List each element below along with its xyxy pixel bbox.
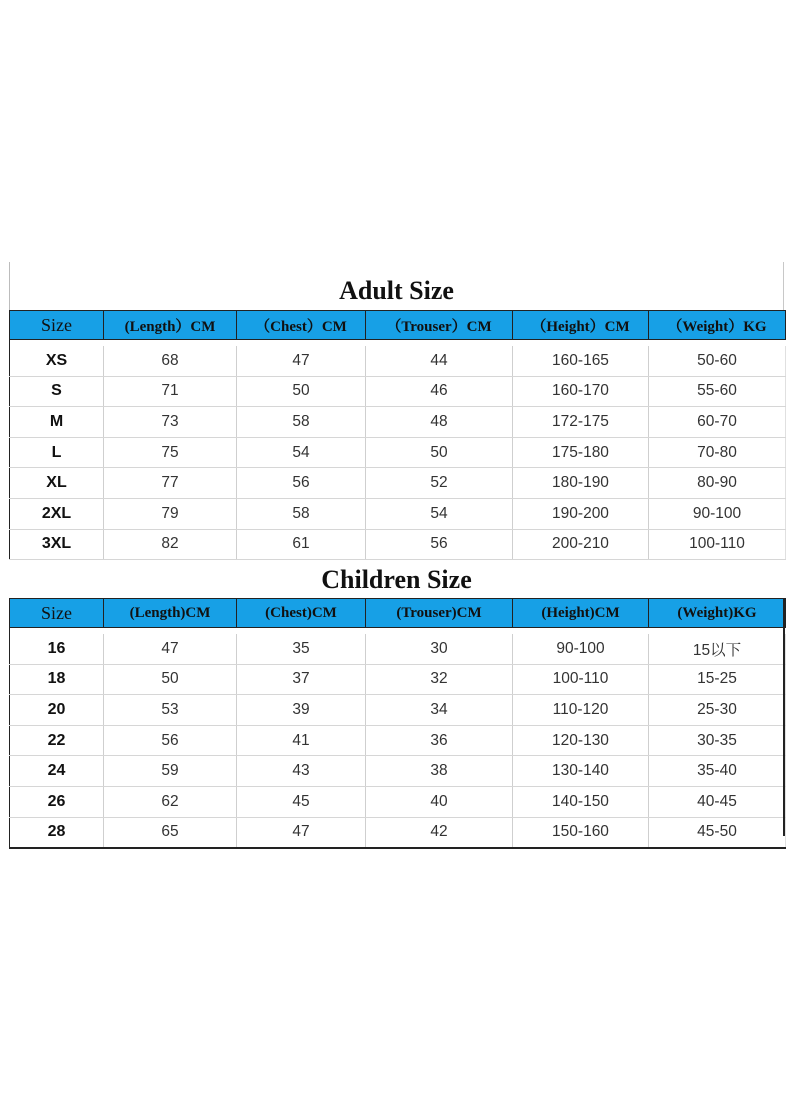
weight-cell: 30-35 xyxy=(649,725,786,756)
height-cell: 180-190 xyxy=(513,468,649,499)
trouser-cell: 38 xyxy=(366,756,513,787)
children-size-title: Children Size xyxy=(321,565,472,594)
size-cell: L xyxy=(10,437,104,468)
adult-size-title: Adult Size xyxy=(339,276,454,305)
weight-cell: 80-90 xyxy=(649,468,786,499)
weight-cell: 50-60 xyxy=(649,346,786,376)
table-row xyxy=(10,725,786,756)
trouser-cell: 50 xyxy=(366,437,513,468)
trouser-cell: 34 xyxy=(366,695,513,726)
trouser-cell: 30 xyxy=(366,634,513,664)
height-cell: 172-175 xyxy=(513,407,649,438)
table-row xyxy=(10,407,786,438)
children-header-chest: (Chest)CM xyxy=(237,599,366,628)
length-cell: 77 xyxy=(104,468,237,499)
size-cell: XL xyxy=(10,468,104,499)
length-cell: 68 xyxy=(104,346,237,376)
size-cell: XS xyxy=(10,346,104,376)
chest-cell: 47 xyxy=(237,346,366,376)
trouser-cell: 46 xyxy=(366,376,513,407)
chest-cell: 50 xyxy=(237,376,366,407)
adult-size-table xyxy=(9,310,786,560)
table-row xyxy=(10,634,786,664)
height-cell: 200-210 xyxy=(513,529,649,560)
table-row xyxy=(10,529,786,560)
adult-header-row xyxy=(10,311,786,340)
trouser-cell: 48 xyxy=(366,407,513,438)
chest-cell: 47 xyxy=(237,817,366,848)
chest-cell: 43 xyxy=(237,756,366,787)
weight-cell: 70-80 xyxy=(649,437,786,468)
length-cell: 62 xyxy=(104,786,237,817)
chest-cell: 61 xyxy=(237,529,366,560)
trouser-cell: 40 xyxy=(366,786,513,817)
trouser-cell: 36 xyxy=(366,725,513,756)
size-cell: 26 xyxy=(10,786,104,817)
chest-cell: 58 xyxy=(237,498,366,529)
length-cell: 65 xyxy=(104,817,237,848)
size-cell: 16 xyxy=(10,634,104,664)
length-cell: 53 xyxy=(104,695,237,726)
trouser-cell: 32 xyxy=(366,664,513,695)
height-cell: 130-140 xyxy=(513,756,649,787)
length-cell: 56 xyxy=(104,725,237,756)
length-cell: 50 xyxy=(104,664,237,695)
chest-cell: 58 xyxy=(237,407,366,438)
children-size-table xyxy=(9,598,786,849)
trouser-cell: 44 xyxy=(366,346,513,376)
length-cell: 73 xyxy=(104,407,237,438)
adult-header-length: (Length）CM xyxy=(104,311,237,340)
height-cell: 190-200 xyxy=(513,498,649,529)
chest-cell: 41 xyxy=(237,725,366,756)
size-cell: 28 xyxy=(10,817,104,848)
size-cell: 2XL xyxy=(10,498,104,529)
height-cell: 160-170 xyxy=(513,376,649,407)
length-cell: 82 xyxy=(104,529,237,560)
height-cell: 150-160 xyxy=(513,817,649,848)
adult-header-size: Size xyxy=(10,311,104,340)
table-row xyxy=(10,346,786,376)
size-cell: 24 xyxy=(10,756,104,787)
chest-cell: 54 xyxy=(237,437,366,468)
table-row xyxy=(10,437,786,468)
table-row xyxy=(10,376,786,407)
height-cell: 120-130 xyxy=(513,725,649,756)
weight-cell: 45-50 xyxy=(649,817,786,848)
chest-cell: 45 xyxy=(237,786,366,817)
children-header-trouser: (Trouser)CM xyxy=(366,599,513,628)
height-cell: 175-180 xyxy=(513,437,649,468)
length-cell: 47 xyxy=(104,634,237,664)
weight-cell: 25-30 xyxy=(649,695,786,726)
size-cell: 22 xyxy=(10,725,104,756)
size-cell: M xyxy=(10,407,104,438)
height-cell: 110-120 xyxy=(513,695,649,726)
size-cell: S xyxy=(10,376,104,407)
table-row xyxy=(10,498,786,529)
size-cell: 3XL xyxy=(10,529,104,560)
length-cell: 75 xyxy=(104,437,237,468)
adult-header-trouser: （Trouser）CM xyxy=(366,311,513,340)
children-header-length: (Length)CM xyxy=(104,599,237,628)
height-cell: 160-165 xyxy=(513,346,649,376)
weight-cell: 15-25 xyxy=(649,664,786,695)
trouser-cell: 42 xyxy=(366,817,513,848)
size-cell: 20 xyxy=(10,695,104,726)
children-header-size: Size xyxy=(10,599,104,628)
table-row xyxy=(10,664,786,695)
height-cell: 100-110 xyxy=(513,664,649,695)
weight-cell: 55-60 xyxy=(649,376,786,407)
weight-cell: 35-40 xyxy=(649,756,786,787)
table-row xyxy=(10,695,786,726)
children-header-weight: (Weight)KG xyxy=(649,599,786,628)
weight-cell: 90-100 xyxy=(649,498,786,529)
table-row xyxy=(10,817,786,848)
size-cell: 18 xyxy=(10,664,104,695)
height-cell: 140-150 xyxy=(513,786,649,817)
children-table-right-border xyxy=(783,598,785,836)
chest-cell: 39 xyxy=(237,695,366,726)
height-cell: 90-100 xyxy=(513,634,649,664)
trouser-cell: 54 xyxy=(366,498,513,529)
weight-cell: 60-70 xyxy=(649,407,786,438)
adult-header-chest: （Chest）CM xyxy=(237,311,366,340)
weight-cell: 40-45 xyxy=(649,786,786,817)
weight-cell: 15以下 xyxy=(649,634,786,664)
chest-cell: 37 xyxy=(237,664,366,695)
table-row xyxy=(10,756,786,787)
trouser-cell: 56 xyxy=(366,529,513,560)
trouser-cell: 52 xyxy=(366,468,513,499)
children-header-row xyxy=(10,599,786,628)
chest-cell: 35 xyxy=(237,634,366,664)
length-cell: 71 xyxy=(104,376,237,407)
length-cell: 59 xyxy=(104,756,237,787)
adult-header-weight: （Weight）KG xyxy=(649,311,786,340)
adult-header-height: （Height）CM xyxy=(513,311,649,340)
table-row xyxy=(10,786,786,817)
weight-cell: 100-110 xyxy=(649,529,786,560)
table-row xyxy=(10,468,786,499)
chest-cell: 56 xyxy=(237,468,366,499)
children-header-height: (Height)CM xyxy=(513,599,649,628)
length-cell: 79 xyxy=(104,498,237,529)
